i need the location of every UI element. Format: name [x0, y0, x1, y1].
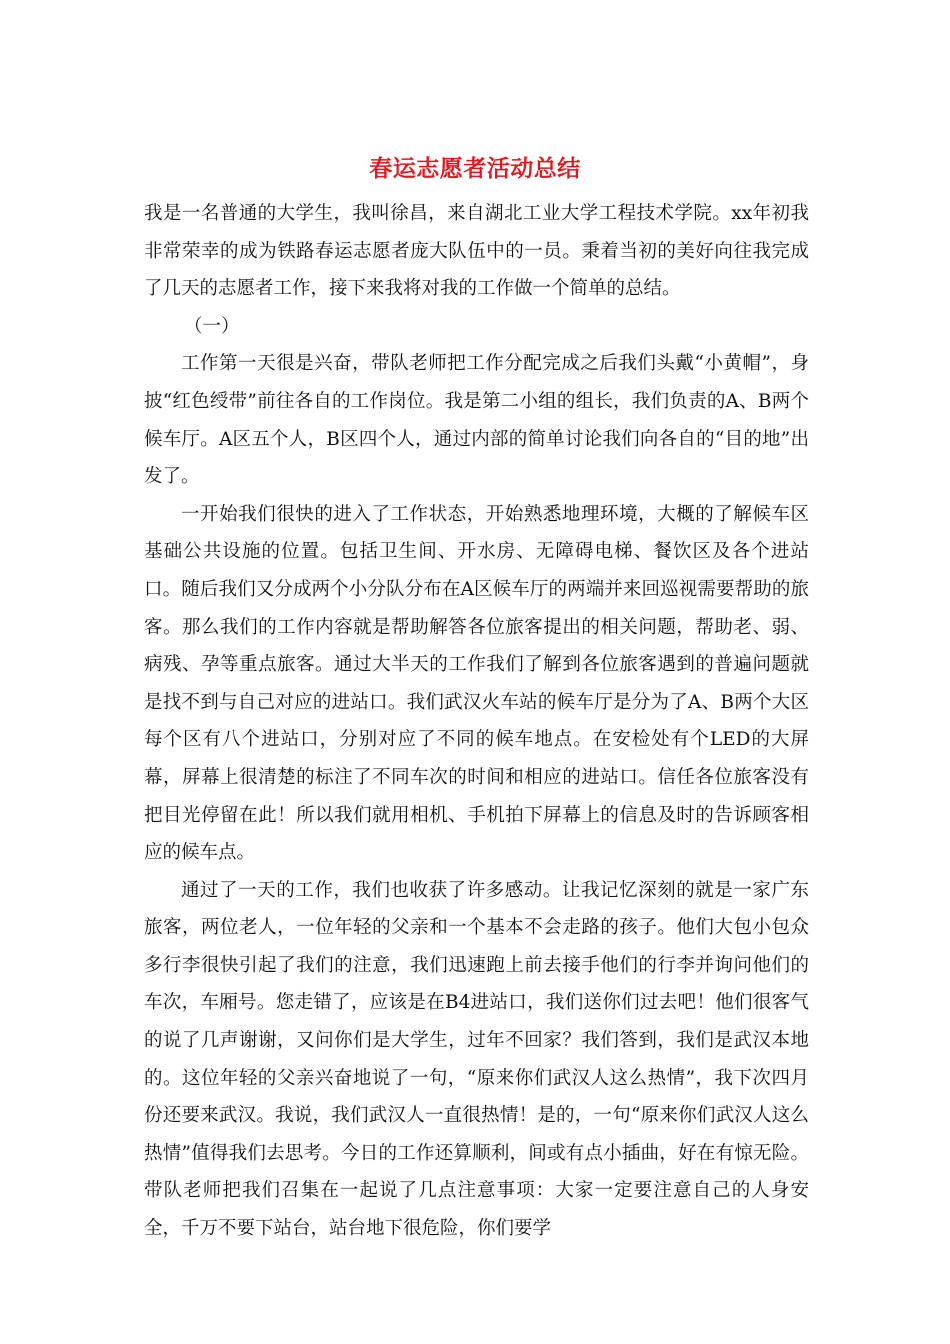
paragraph-intro: 我是一名普通的大学生，我叫徐昌，来自湖北工业大学工程技术学院。xx年初我非常荣幸的成为铁路春运志愿者庞大队伍中的一员。秉着当初的美好向往我完成了几天的志愿者工作，接下来我将对我的工作做一个简单的总结。	[144, 203, 809, 300]
document-title: 春运志愿者活动总结	[369, 155, 581, 182]
paragraph-work-state: 一开始我们很快的进入了工作状态，开始熟悉地理环境，大概的了解候车区基础公共设施的位置。包括卫生间、开水房、无障碍电梯、餐饮区及各个进站口。随后我们又分成两个小分队分布在A区候车厅的两端并来回巡视需要帮助的旅客。那么我们的工作内容就是帮助解答各位旅客提出的相关问题，帮助老、弱、病残、孕等重点旅客。通过大半天的工作我们了解到各位旅客遇到的普遍问题就是找不到与自己对应的进站口。我们武汉火车站的候车厅是分为了A、B两个大区每个区有八个进站口，分别对应了不同的候车地点。在安检处有个LED的大屏幕，屏幕上很清楚的标注了不同车次的时间和相应的进站口。信任各位旅客没有把目光停留在此！所以我们就用相机、手机拍下屏幕上的信息及时的告诉顾客相应的候车点。	[144, 503, 809, 864]
document-body	[144, 195, 809, 1248]
paragraph-touching-story: 通过了一天的工作，我们也收获了许多感动。让我记忆深刻的就是一家广东旅客，两位老人，一位年轻的父亲和一个基本不会走路的孩子。他们大包小包众多行李很快引起了我们的注意，我们迅速跑上前去接手他们的行李并询问他们的车次，车厢号。您走错了，应该是在B4进站口，我们送你们过去吧！他们很客气的说了几声谢谢，又问你们是大学生，过年不回家？我们答到，我们是武汉本地的。这位年轻的父亲兴奋地说了一句，“原来你们武汉人这么热情”，我下次四月份还要来武汉。我说，我们武汉人一直很热情！是的，一句“原来你们武汉人这么热情”值得我们去思考。今日的工作还算顺利，间或有点小插曲，好在有惊无险。带队老师把我们召集在一起说了几点注意事项：大家一定要注意自己的人身安全，千万不要下站台，站台地下很危险，你们要学	[144, 879, 809, 1240]
section-heading-one: （一）	[184, 315, 240, 337]
paragraph-first-day: 工作第一天很是兴奋，带队老师把工作分配完成之后我们头戴“小黄帽”，身披“红色绶带”前往各自的工作岗位。我是第二小组的组长，我们负责的A、B两个候车厅。A区五个人，B区四个人，通过内部的简单讨论我们向各自的“目的地”出发了。	[144, 353, 809, 488]
